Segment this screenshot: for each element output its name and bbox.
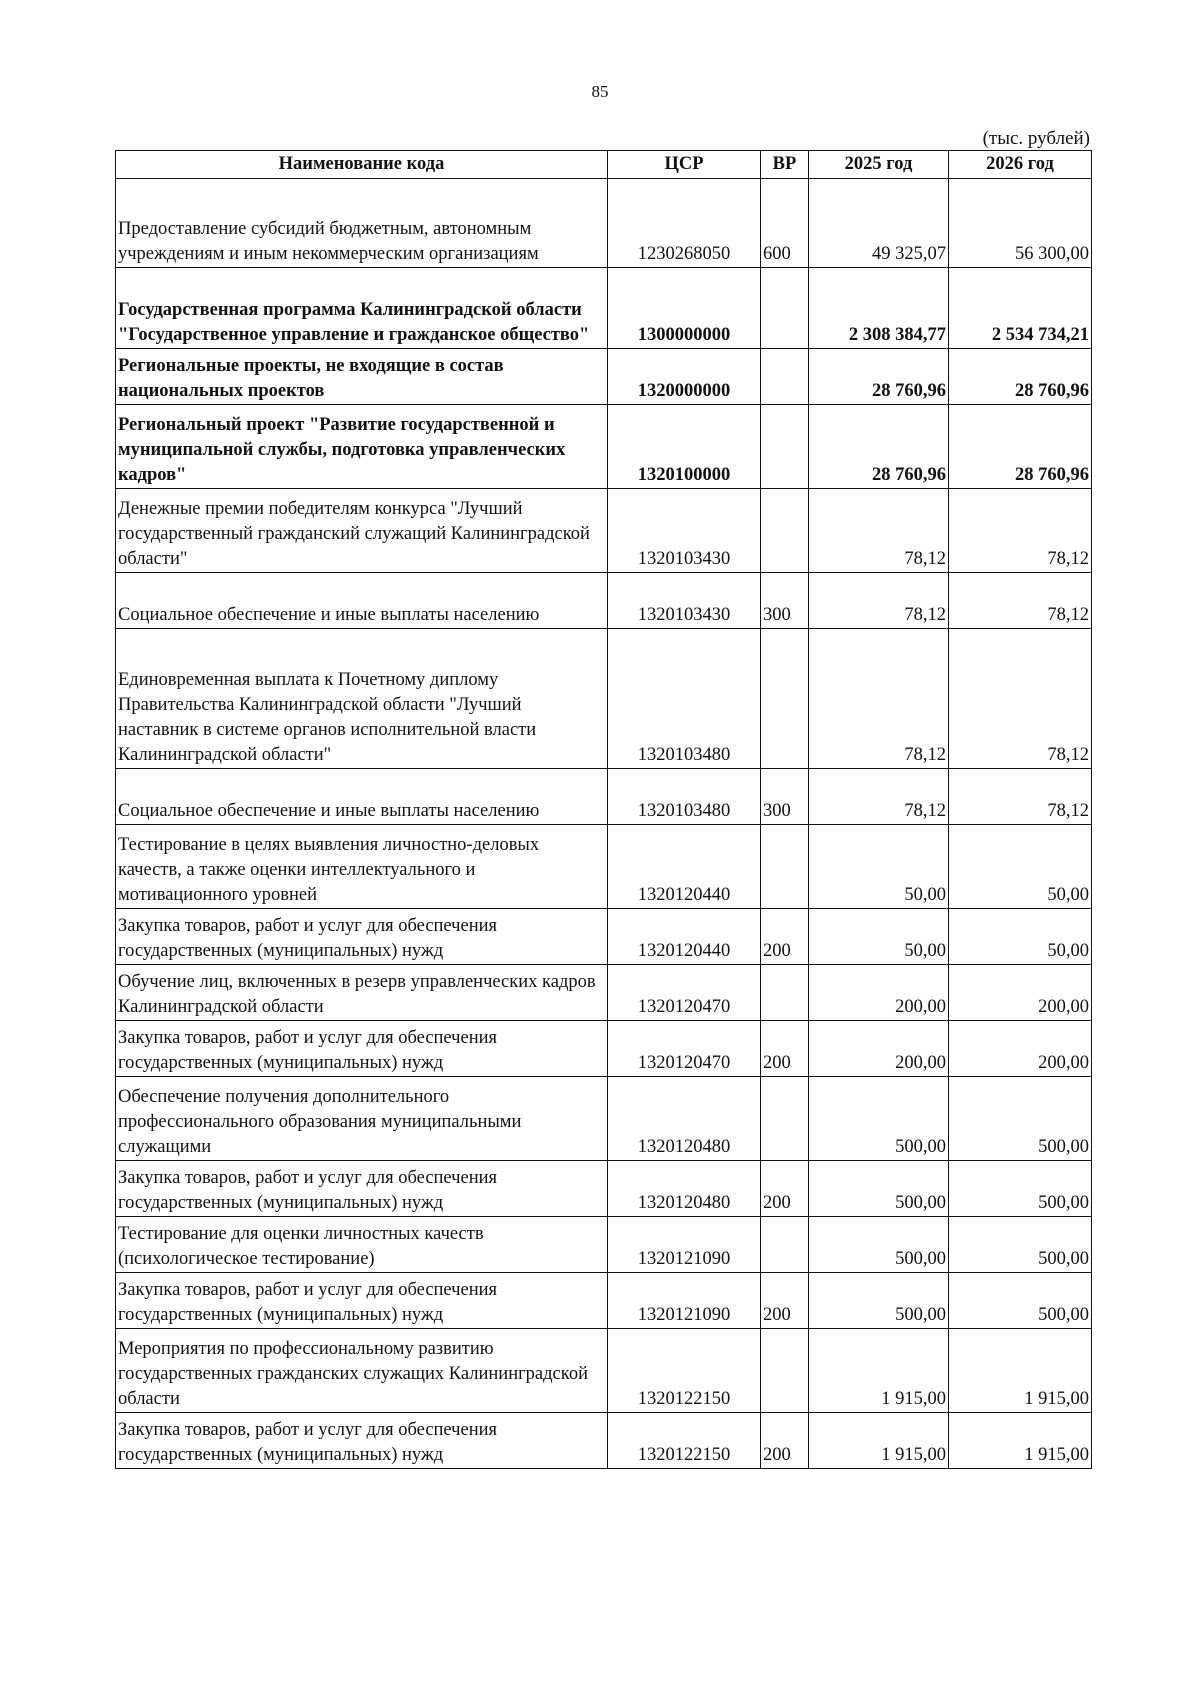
row-name-cell: Закупка товаров, работ и услуг для обеспечения государственных (муниципальных) нужд [116,909,608,965]
table-body [116,179,1092,1469]
row-name-cell: Государственная программа Калининградской области "Государственное управление и гражданское общество" [116,268,608,349]
row-csr-cell: 1320103430 [608,489,761,573]
row-2025-cell: 28 760,96 [809,405,949,489]
row-name-cell: Мероприятия по профессиональному развитию государственных гражданских служащих Калининградской области [116,1329,608,1413]
table-row [116,573,1092,629]
row-vr-cell: 200 [761,1273,809,1329]
table-row [116,1217,1092,1273]
table-row [116,179,1092,268]
table-row [116,1161,1092,1217]
table-row [116,489,1092,573]
row-2025-cell: 2 308 384,77 [809,268,949,349]
row-vr-cell [761,489,809,573]
row-csr-cell: 1320000000 [608,349,761,405]
row-vr-cell: 300 [761,769,809,825]
row-name-cell: Денежные премии победителям конкурса "Лучший государственный гражданский служащий Калининградской области" [116,489,608,573]
row-2025-cell: 500,00 [809,1161,949,1217]
row-vr-cell [761,405,809,489]
row-csr-cell: 1320120470 [608,965,761,1021]
table-row [116,268,1092,349]
table-row [116,1329,1092,1413]
table-row [116,965,1092,1021]
row-csr-cell: 1320103480 [608,769,761,825]
row-2025-cell: 1 915,00 [809,1329,949,1413]
row-vr-cell [761,349,809,405]
row-2026-cell: 78,12 [949,769,1092,825]
row-csr-cell: 1320120470 [608,1021,761,1077]
row-vr-cell: 200 [761,1161,809,1217]
row-vr-cell [761,1217,809,1273]
row-2026-cell: 500,00 [949,1217,1092,1273]
row-2026-cell: 500,00 [949,1077,1092,1161]
row-name-cell: Тестирование для оценки личностных качеств (психологическое тестирование) [116,1217,608,1273]
row-name-cell: Закупка товаров, работ и услуг для обеспечения государственных (муниципальных) нужд [116,1161,608,1217]
row-2026-cell: 78,12 [949,489,1092,573]
row-2026-cell: 78,12 [949,573,1092,629]
row-2026-cell: 1 915,00 [949,1329,1092,1413]
table-row [116,1273,1092,1329]
header-csr: ЦСР [608,151,761,179]
row-vr-cell [761,1329,809,1413]
row-vr-cell [761,268,809,349]
table-row [116,909,1092,965]
row-vr-cell: 300 [761,573,809,629]
row-name-cell: Закупка товаров, работ и услуг для обеспечения государственных (муниципальных) нужд [116,1413,608,1469]
row-csr-cell: 1320122150 [608,1413,761,1469]
row-2025-cell: 78,12 [809,629,949,769]
row-2026-cell: 28 760,96 [949,405,1092,489]
budget-table [115,150,1092,1469]
row-csr-cell: 1320103430 [608,573,761,629]
row-csr-cell: 1320121090 [608,1217,761,1273]
row-csr-cell: 1320120480 [608,1161,761,1217]
table-row [116,1021,1092,1077]
row-name-cell: Единовременная выплата к Почетному диплому Правительства Калининградской области "Лучший наставник в системе органов исполнительной власти Калининградской области" [116,629,608,769]
row-csr-cell: 1300000000 [608,268,761,349]
row-name-cell: Обеспечение получения дополнительного профессионального образования муниципальными служащими [116,1077,608,1161]
row-name-cell: Закупка товаров, работ и услуг для обеспечения государственных (муниципальных) нужд [116,1021,608,1077]
header-2025: 2025 год [809,151,949,179]
row-vr-cell [761,825,809,909]
row-2026-cell: 500,00 [949,1161,1092,1217]
row-2025-cell: 500,00 [809,1273,949,1329]
row-vr-cell [761,629,809,769]
row-2026-cell: 2 534 734,21 [949,268,1092,349]
row-2026-cell: 28 760,96 [949,349,1092,405]
row-2025-cell: 500,00 [809,1217,949,1273]
row-vr-cell: 200 [761,909,809,965]
table-row [116,405,1092,489]
row-csr-cell: 1320120480 [608,1077,761,1161]
row-name-cell: Региональный проект "Развитие государственной и муниципальной службы, подготовка управленческих кадров" [116,405,608,489]
row-2026-cell: 200,00 [949,1021,1092,1077]
row-name-cell: Региональные проекты, не входящие в состав национальных проектов [116,349,608,405]
row-name-cell: Тестирование в целях выявления личностно-деловых качеств, а также оценки интеллектуального и мотивационного уровней [116,825,608,909]
row-2026-cell: 50,00 [949,909,1092,965]
row-csr-cell: 1320120440 [608,909,761,965]
table-row [116,825,1092,909]
row-2025-cell: 28 760,96 [809,349,949,405]
row-2025-cell: 200,00 [809,965,949,1021]
page-number: 85 [591,82,609,101]
row-csr-cell: 1320122150 [608,1329,761,1413]
row-csr-cell: 1320100000 [608,405,761,489]
row-vr-cell: 600 [761,179,809,268]
row-2026-cell: 50,00 [949,825,1092,909]
table-row [116,1413,1092,1469]
table-row [116,1077,1092,1161]
row-vr-cell: 200 [761,1413,809,1469]
row-2026-cell: 56 300,00 [949,179,1092,268]
row-name-cell: Предоставление субсидий бюджетным, автономным учреждениям и иным некоммерческим организациям [116,179,608,268]
row-name-cell: Закупка товаров, работ и услуг для обеспечения государственных (муниципальных) нужд [116,1273,608,1329]
row-2026-cell: 1 915,00 [949,1413,1092,1469]
row-2025-cell: 50,00 [809,909,949,965]
header-2026: 2026 год [949,151,1092,179]
row-2025-cell: 500,00 [809,1077,949,1161]
header-name: Наименование кода [116,151,608,179]
row-csr-cell: 1320121090 [608,1273,761,1329]
table-row [116,349,1092,405]
row-2025-cell: 78,12 [809,769,949,825]
row-name-cell: Социальное обеспечение и иные выплаты населению [116,769,608,825]
row-csr-cell: 1230268050 [608,179,761,268]
row-2025-cell: 49 325,07 [809,179,949,268]
row-2025-cell: 78,12 [809,489,949,573]
row-2025-cell: 200,00 [809,1021,949,1077]
table-row [116,769,1092,825]
row-2025-cell: 1 915,00 [809,1413,949,1469]
row-name-cell: Обучение лиц, включенных в резерв управленческих кадров Калининградской области [116,965,608,1021]
row-csr-cell: 1320103480 [608,629,761,769]
units-label: (тыс. рублей) [982,128,1090,149]
table-header-row [116,151,1092,179]
row-2025-cell: 78,12 [809,573,949,629]
row-2026-cell: 200,00 [949,965,1092,1021]
row-name-cell: Социальное обеспечение и иные выплаты населению [116,573,608,629]
row-2025-cell: 50,00 [809,825,949,909]
row-vr-cell: 200 [761,1021,809,1077]
row-vr-cell [761,965,809,1021]
row-vr-cell [761,1077,809,1161]
table-row [116,629,1092,769]
row-2026-cell: 78,12 [949,629,1092,769]
header-vr: ВР [761,151,809,179]
row-2026-cell: 500,00 [949,1273,1092,1329]
row-csr-cell: 1320120440 [608,825,761,909]
